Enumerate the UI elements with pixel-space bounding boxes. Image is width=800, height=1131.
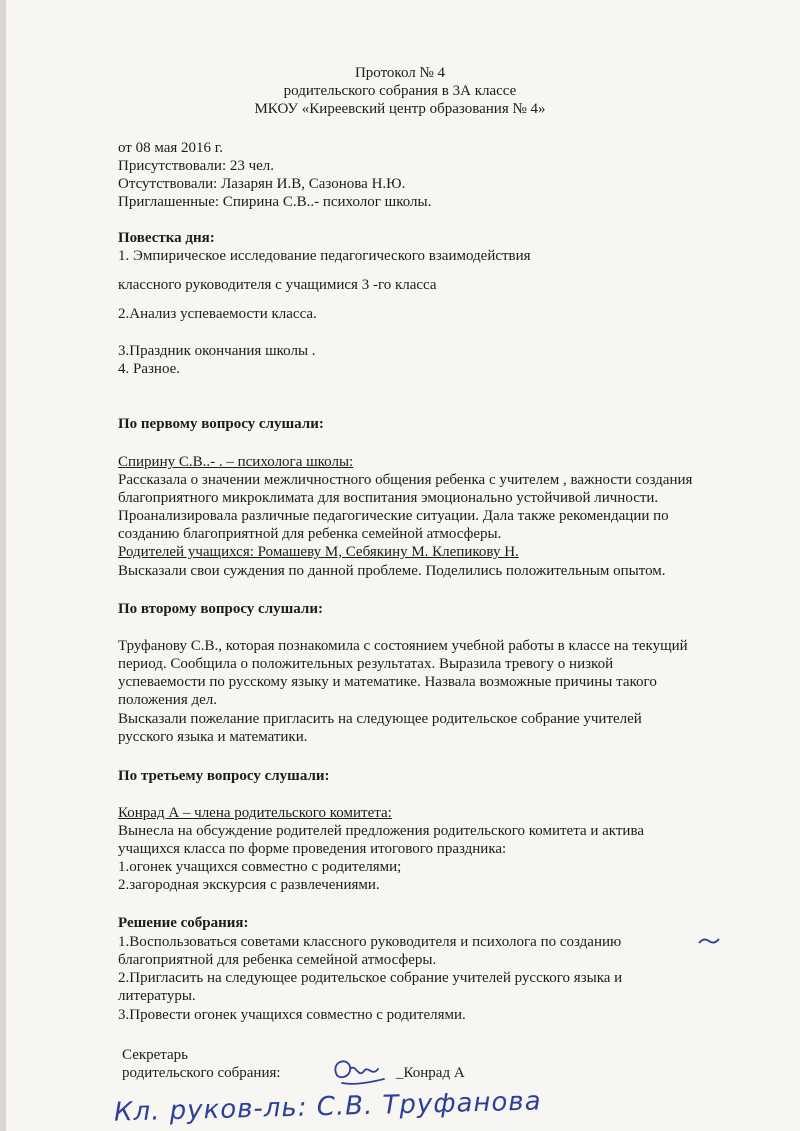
decision-line: благоприятной для ребенка семейной атмосферы. — [118, 952, 437, 968]
decision-line: 1.Воспользоваться советами классного руководителя и психолога по созданию — [118, 934, 622, 950]
secretary-label: Секретарь — [122, 1047, 189, 1063]
q1-parents: Родителей учащихся: Ромашеву М, Себякину М. Клепикову Н. — [118, 544, 519, 560]
decision-line: 2.Пригласить на следующее родительское собрание учителей русского языка и — [118, 970, 623, 986]
agenda-item-3: 3.Праздник окончания школы . — [118, 343, 316, 359]
invited-list: Приглашенные: Спирина С.В..- психолог школы. — [118, 194, 432, 210]
q1-line: благоприятного микроклимата для воспитания эмоционально устойчивой личности. — [118, 490, 659, 506]
decision-title: Решение собрания: — [118, 915, 249, 931]
q2-line: положения дел. — [118, 692, 217, 708]
secretary-signature — [328, 1055, 388, 1091]
agenda-item-4: 4. Разное. — [118, 361, 181, 377]
q3-line: Вынесла на обсуждение родителей предложения родительского комитета и актива — [118, 823, 645, 839]
decision-line: 3.Провести огонек учащихся совместно с родителями. — [118, 1007, 466, 1023]
decision-line: литературы. — [118, 988, 196, 1004]
q3-title: По третьему вопросу слушали: — [118, 768, 330, 784]
q2-line: русского языка и математики. — [118, 729, 308, 745]
agenda-title: Повестка дня: — [118, 230, 215, 246]
absent-list: Отсутствовали: Лазарян И.В, Сазонова Н.Ю. — [118, 176, 406, 192]
agenda-item-2: 2.Анализ успеваемости класса. — [118, 306, 317, 322]
agenda-item-1a: 1. Эмпирическое исследование педагогического взаимодействия — [118, 248, 531, 264]
class-teacher-handwriting: Кл. руков-ль: С.В. Труфанова — [113, 1086, 542, 1128]
meeting-date: от 08 мая 2016 г. — [118, 140, 224, 156]
q1-title: По первому вопросу слушали: — [118, 416, 324, 432]
secretary-name: _Конрад А — [396, 1065, 465, 1081]
q3-line: 2.загородная экскурсия с развлечениями. — [118, 877, 380, 893]
header-meeting: родительского собрания в 3А классе — [283, 83, 517, 99]
q1-line: Проанализировала различные педагогические ситуации. Дала также рекомендации по — [118, 508, 669, 524]
secretary-role: родительского собрания: — [122, 1065, 281, 1081]
header-title: Протокол № 4 — [354, 65, 446, 81]
q1-line: Рассказала о значении межличностного общения ребенка с учителем , важности создания — [118, 472, 693, 488]
q2-line: успеваемости по русскому языку и математике. Назвала возможные причины такого — [118, 674, 657, 690]
q3-line: учащихся класса по форме проведения итогового праздника: — [118, 841, 507, 857]
page-edge — [0, 0, 6, 1131]
tilde-mark-icon — [698, 936, 720, 946]
q2-line: период. Сообщила о положительных результатах. Выразила тревогу о низкой — [118, 656, 614, 672]
q2-line: Высказали пожелание пригласить на следующее родительское собрание учителей — [118, 711, 642, 727]
q3-speaker: Конрад А – члена родительского комитета: — [118, 805, 392, 821]
q1-speaker: Спирину С.В..- . – психолога школы: — [118, 454, 354, 470]
q2-line: Труфанову С.В., которая познакомила с состоянием учебной работы в классе на текущий — [118, 638, 688, 654]
agenda-item-1b: классного руководителя с учащимися 3 -го класса — [118, 277, 437, 293]
q3-line: 1.огонек учащихся совместно с родителями; — [118, 859, 402, 875]
present-count: Присутствовали: 23 чел. — [118, 158, 275, 174]
q1-line: созданию благоприятной для ребенка семейной атмосферы. — [118, 526, 502, 542]
q2-title: По второму вопросу слушали: — [118, 601, 323, 617]
q1-line: Высказали свои суждения по данной проблеме. Поделились положительным опытом. — [118, 563, 666, 579]
header-school: МКОУ «Киреевский центр образования № 4» — [254, 101, 546, 117]
